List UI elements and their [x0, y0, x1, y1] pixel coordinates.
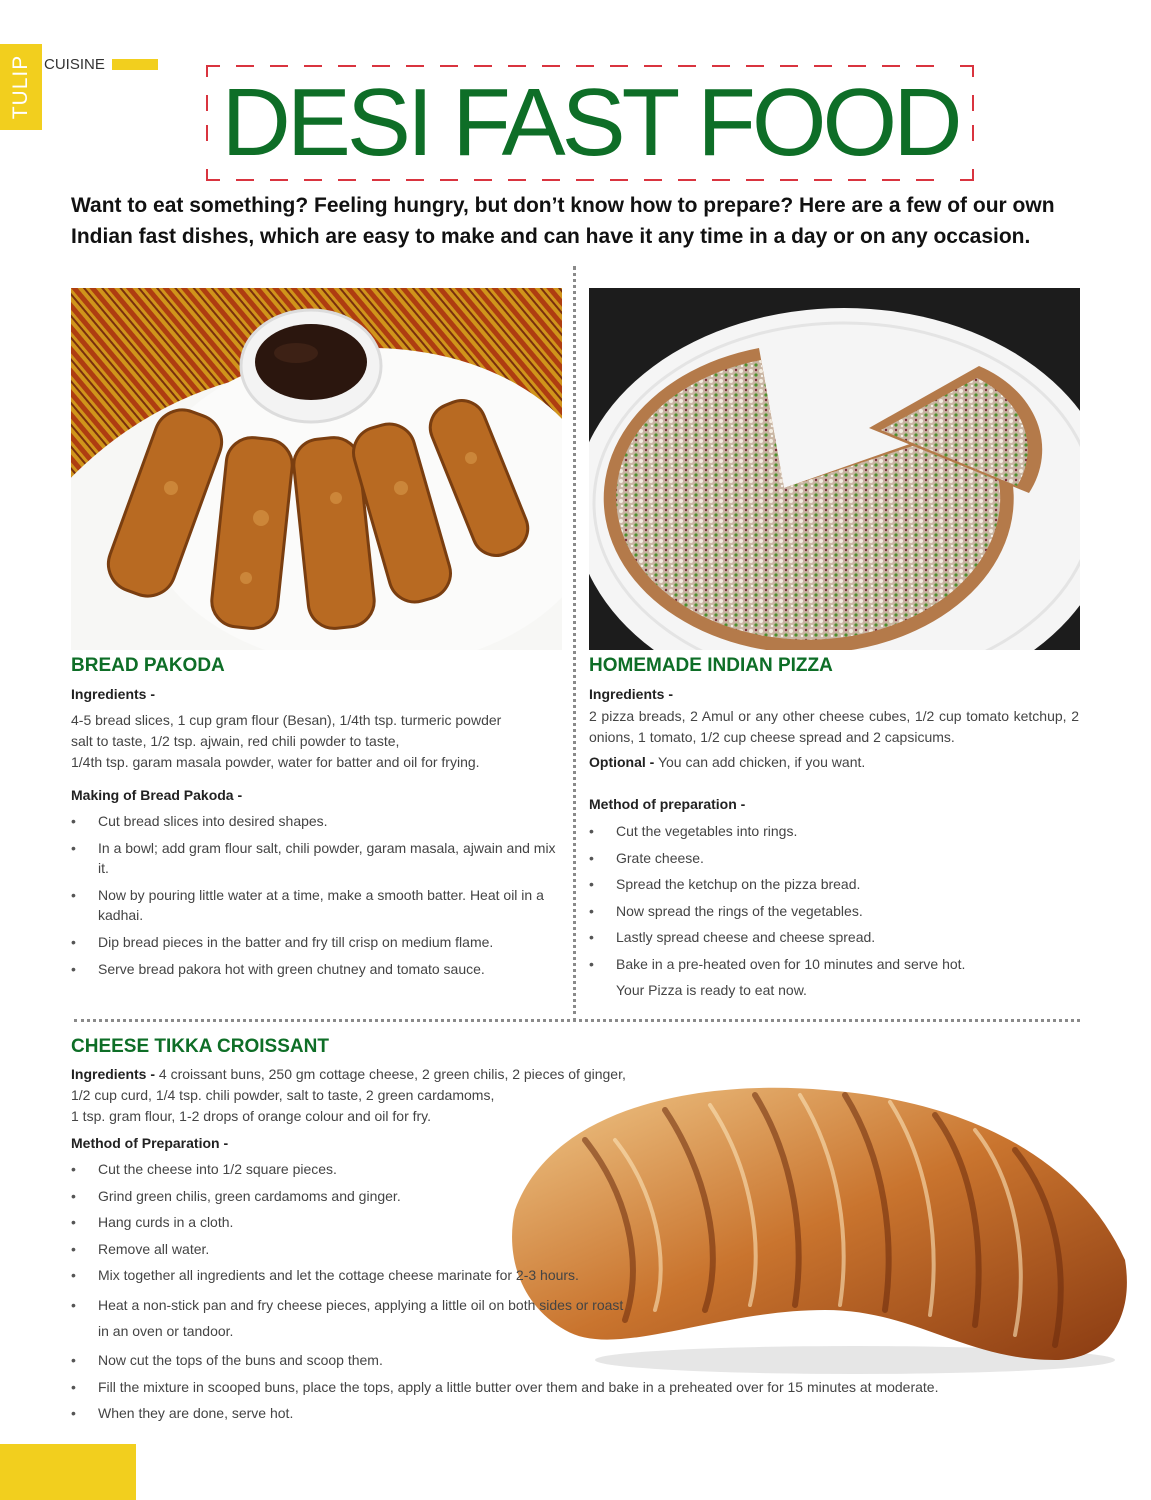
issue-date: DECEMBER, 2011: [40, 1419, 142, 1433]
bread-pakoda-title: BREAD PAKODA: [71, 655, 225, 676]
croissant-method-label: Method of Preparation -: [71, 1135, 229, 1151]
list-item: • Bake in a pre-heated oven for 10 minutes and serve hot.: [589, 954, 1079, 974]
list-item: • Cut bread slices into desired shapes.: [71, 811, 565, 831]
list-item: • Cut the cheese into 1/2 square pieces.: [71, 1159, 658, 1179]
pizza-closing: Your Pizza is ready to eat now.: [616, 982, 807, 998]
pizza-title: HOMEMADE INDIAN PIZZA: [589, 655, 833, 676]
side-tab-label: TULIP: [9, 54, 32, 120]
bread-pakoda-ingredients-label: Ingredients -: [71, 686, 156, 702]
croissant-ingredients-label: Ingredients -: [71, 1066, 156, 1082]
section-label: CUISINE: [44, 56, 105, 73]
footer: [20, 1419, 141, 1433]
section-accent-bar: [112, 59, 158, 70]
ingredient-line: 4-5 bread slices, 1 cup gram flour (Besan), 1/4th tsp. turmeric powder: [71, 712, 502, 728]
pizza-photo: [589, 288, 1080, 650]
list-item: • Dip bread pieces in the batter and fry till crisp on medium flame.: [71, 932, 565, 952]
ingredient-text: 4 croissant buns, 250 gm cottage cheese, 2 green chilis, 2 pieces of ginger,: [158, 1066, 626, 1082]
pizza-optional-text: You can add chicken, if you want.: [657, 754, 866, 770]
pizza-method-label: Method of preparation -: [589, 796, 746, 812]
list-item: • Mix together all ingredients and let the cottage cheese marinate for 2-3 hours.: [71, 1265, 698, 1285]
pizza-optional-label: Optional -: [589, 754, 655, 770]
list-item: • Heat a non-stick pan and fry cheese pieces, applying a little oil on both sides or roast in an oven or tandoor.: [71, 1292, 638, 1344]
bread-pakoda-making-label: Making of Bread Pakoda -: [71, 787, 243, 803]
bread-pakoda-steps: [71, 811, 565, 979]
list-item: • Now by pouring little water at a time, make a smooth batter. Heat oil in a kadhai.: [71, 885, 565, 925]
list-item: • Serve bread pakora hot with green chutney and tomato sauce.: [71, 959, 565, 979]
bread-pakoda-ingredients: [71, 710, 571, 773]
croissant-title: CHEESE TIKKA CROISSANT: [71, 1036, 329, 1057]
list-item: • Cut the vegetables into rings.: [589, 821, 1079, 841]
pizza-steps: [589, 821, 1079, 974]
list-item: • Fill the mixture in scooped buns, place the tops, apply a little butter over them and bake in a preheated over for 15 minutes at moderate.: [71, 1377, 1098, 1397]
section-divider: [74, 1019, 1080, 1022]
footer-bar: [0, 1444, 136, 1500]
ingredient-line: 1/4th tsp. garam masala powder, water for batter and oil for frying.: [71, 754, 480, 770]
pizza-ingredients-label: Ingredients -: [589, 686, 674, 702]
page-number: 46: [20, 1419, 34, 1433]
ingredient-line: [71, 1064, 711, 1085]
croissant-ingredients: [71, 1064, 711, 1127]
list-item: • When they are done, serve hot.: [71, 1403, 658, 1423]
list-item: • Spread the ketchup on the pizza bread.: [589, 874, 1079, 894]
intro-text: Want to eat something? Feeling hungry, but don’t know how to prepare? Here are a few of our own Indian fast dishes, which are easy to make and can have it any time in a day or on any occasion.: [71, 194, 1055, 248]
croissant-steps: [71, 1159, 1098, 1423]
pizza-ingredients: 2 pizza breads, 2 Amul or any other cheese cubes, 1/2 cup tomato ketchup, 2 onions, 1 tomato, 1/2 cup cheese spread and 2 capsicums.: [589, 708, 1079, 745]
list-item: • Hang curds in a cloth.: [71, 1212, 658, 1232]
list-item: • Now spread the rings of the vegetables.: [589, 901, 1079, 921]
list-item: • In a bowl; add gram flour salt, chili powder, garam masala, ajwain and mix it.: [71, 838, 565, 878]
list-item: • Grate cheese.: [589, 848, 1079, 868]
ingredient-line: salt to taste, 1/2 tsp. ajwain, red chili powder to taste,: [71, 733, 400, 749]
ingredient-line: 1 tsp. gram flour, 1-2 drops of orange colour and oil for fry.: [71, 1108, 432, 1124]
list-item: • Now cut the tops of the buns and scoop them.: [71, 1350, 658, 1370]
bread-pakoda-photo: [71, 288, 562, 650]
list-item: • Lastly spread cheese and cheese spread.: [589, 927, 1079, 947]
list-item: • Remove all water.: [71, 1239, 658, 1259]
pizza-optional: [589, 752, 1079, 773]
ingredient-line: 1/2 cup curd, 1/4 tsp. chili powder, salt to taste, 2 green cardamoms,: [71, 1087, 495, 1103]
column-divider: [573, 266, 576, 1022]
list-item: • Grind green chilis, green cardamoms and ginger.: [71, 1186, 658, 1206]
page-title: DESI FAST FOOD: [221, 69, 959, 176]
